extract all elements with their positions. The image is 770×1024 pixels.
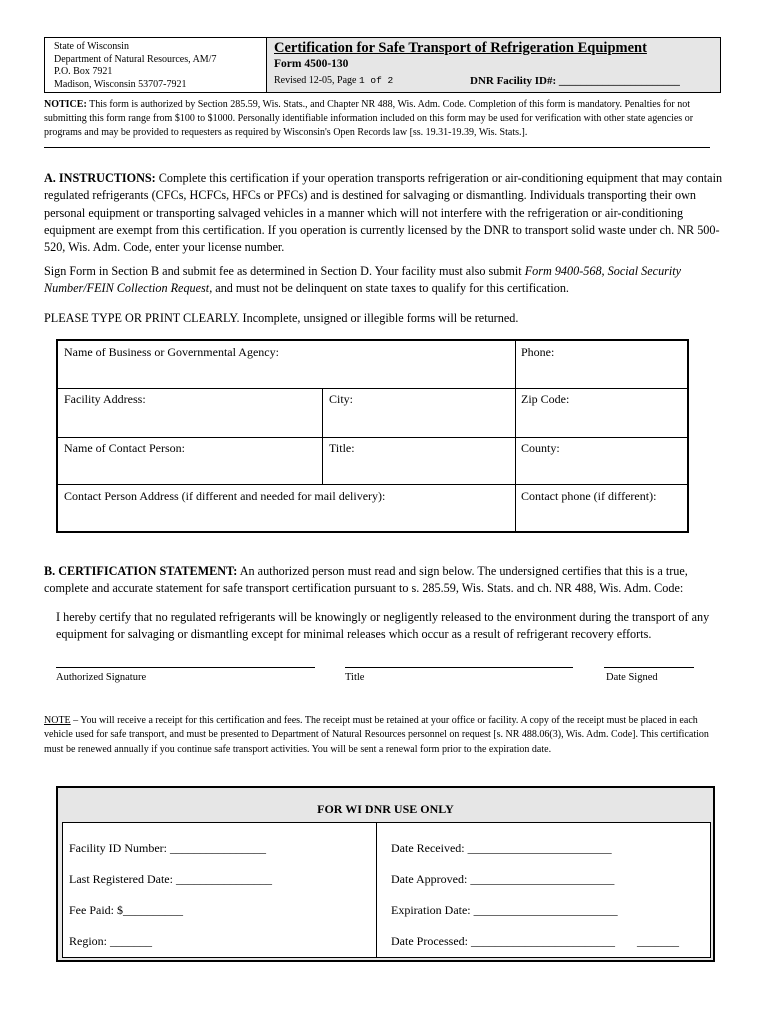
fee-paid-field[interactable]: Fee Paid: $__________ [69, 903, 183, 917]
instructions-paragraph [44, 170, 726, 256]
notice-label: NOTICE: [44, 99, 87, 110]
revised-text: Revised 12-05, Page [274, 75, 357, 86]
sign-text-1: Sign Form in Section B and submit fee as determined in Section D. Your facility must also submit [44, 264, 525, 278]
form-title: Certification for Safe Transport of Refrigeration Equipment [274, 40, 647, 56]
table-row-divider [58, 388, 687, 389]
date-approved-field[interactable]: Date Approved: ________________________ [391, 872, 615, 886]
dnr-use-fields [62, 822, 711, 958]
zip-code-field[interactable]: Zip Code: [521, 392, 570, 406]
dnr-use-only-box [56, 786, 715, 962]
signature-label: Authorized Signature [56, 672, 147, 683]
date-received-field[interactable]: Date Received: ________________________ [391, 841, 612, 855]
header-box [44, 37, 721, 93]
region-field[interactable]: Region: _______ [69, 934, 152, 948]
table-column-divider [322, 388, 323, 484]
expiration-date-field[interactable]: Expiration Date: ________________________ [391, 903, 618, 917]
print-clearly-notice: PLEASE TYPE OR PRINT CLEARLY. Incomplete, unsigned or illegible forms will be returned. [44, 311, 519, 325]
note-text: – You will receive a receipt for this certification and fees. The receipt must be retained at your office or facility. A copy of the receipt must be placed in each vehicle used for safe transport, and must be presented to Department of Natural Resources personnel on request [s. NR 488.06(3), Wis. Adm. Code]. This certification must be renewed annually if you continue safe transport activities. You will be sent a renewal form prior to the expiration date. [44, 715, 709, 755]
table-column-divider [515, 341, 516, 531]
business-name-field[interactable]: Name of Business or Governmental Agency: [64, 345, 279, 359]
agency-line-city: Madison, Wisconsin 53707-7921 [54, 78, 187, 90]
extra-blank-field[interactable]: _______ [637, 934, 679, 948]
agency-line-department: Department of Natural Resources, AM/7 [54, 53, 217, 65]
signature-line[interactable] [56, 667, 315, 668]
notice-text: This form is authorized by Section 285.59, Wis. Stats., and Chapter NR 488, Wis. Adm. Code. Completion of this form is mandatory. Penalties for not submitting this form range from $100 to $1000. Personally identifiable information included on this form may be used for verification with other state agencies or programs and may be provided to requesters as required by Wisconsin's Open Records law [ss. 19.31-19.39, Wis. Stats.]. [44, 99, 694, 138]
title-label: Title [345, 672, 365, 683]
title-field[interactable]: Title: [329, 441, 355, 455]
certification-statement: I hereby certify that no regulated refrigerants will be knowingly or negligently released to the environment during the transport of any equipment for salvaging or dismantling except for minimal releases which occur as a result of refrigerant recovery efforts. [56, 610, 710, 642]
note-label: NOTE [44, 715, 71, 726]
business-info-table [56, 339, 689, 533]
notice-divider [44, 147, 710, 148]
dnr-column-divider [376, 823, 377, 957]
date-signed-line[interactable] [604, 667, 694, 668]
page-indicator: 1 of 2 [359, 75, 394, 86]
certification-text: An authorized person must read and sign below. The undersigned certifies that this is a true, complete and accurate statement for safe transport certification pursuant to s. 285.59, Wis. Stats. and ch. NR 488, Wis. Adm. Code: [44, 564, 688, 596]
contact-address-field[interactable]: Contact Person Address (if different and needed for mail delivery): [64, 489, 386, 503]
note-paragraph [44, 714, 726, 757]
contact-name-field[interactable]: Name of Contact Person: [64, 441, 185, 455]
facility-address-field[interactable]: Facility Address: [64, 392, 146, 406]
dnr-facility-id: DNR Facility ID#: ______________________ [470, 75, 680, 87]
instructions-heading: A. INSTRUCTIONS: [44, 171, 156, 185]
facility-id-number-field[interactable]: Facility ID Number: ________________ [69, 841, 266, 855]
table-row-divider [58, 437, 687, 438]
agency-address-block [45, 38, 267, 92]
revised-date [274, 75, 393, 86]
notice-paragraph [44, 98, 726, 139]
sign-text-2: , and must not be delinquent on state taxes to qualify for this certification. [209, 281, 569, 296]
title-line[interactable] [345, 667, 573, 668]
county-field[interactable]: County: [521, 441, 560, 455]
table-row-divider [58, 484, 687, 485]
certification-heading: B. CERTIFICATION STATEMENT: [44, 564, 238, 578]
agency-line-state: State of Wisconsin [54, 41, 129, 52]
sign-form-paragraph [44, 263, 726, 298]
city-field[interactable]: City: [329, 392, 354, 406]
dnr-use-heading: FOR WI DNR USE ONLY [317, 802, 454, 816]
last-registered-date-field[interactable]: Last Registered Date: ________________ [69, 872, 272, 886]
phone-field[interactable]: Phone: [521, 345, 555, 359]
form-title-block [267, 38, 720, 92]
contact-phone-field[interactable]: Contact phone (if different): [521, 489, 657, 503]
sign-text-italic: Form 9400-568, Social Security Number/FEIN Collection Request [44, 264, 682, 296]
certification-paragraph [44, 563, 726, 598]
instructions-text: Complete this certification if your operation transports refrigeration or air-conditioning equipment that may contain regulated refrigerants (CFCs, HCFCs, HFCs or PFCs) and is destined for salvaging or dismantling. Individuals transporting their own personal equipment or transporting salvaged vehicles in a manner which will not interfere with the refrigeration or air-conditioning equipment are exempt from this certification. If you operation is currently licensed by the DNR to transport solid waste under ch. NR 500-520, Wis. Adm. Code, enter your license number. [44, 171, 723, 255]
date-signed-label: Date Signed [606, 672, 658, 683]
form-number: Form 4500-130 [274, 58, 349, 70]
agency-line-pobox: P.O. Box 7921 [54, 66, 113, 77]
date-processed-field[interactable]: Date Processed: ________________________ [391, 934, 615, 948]
